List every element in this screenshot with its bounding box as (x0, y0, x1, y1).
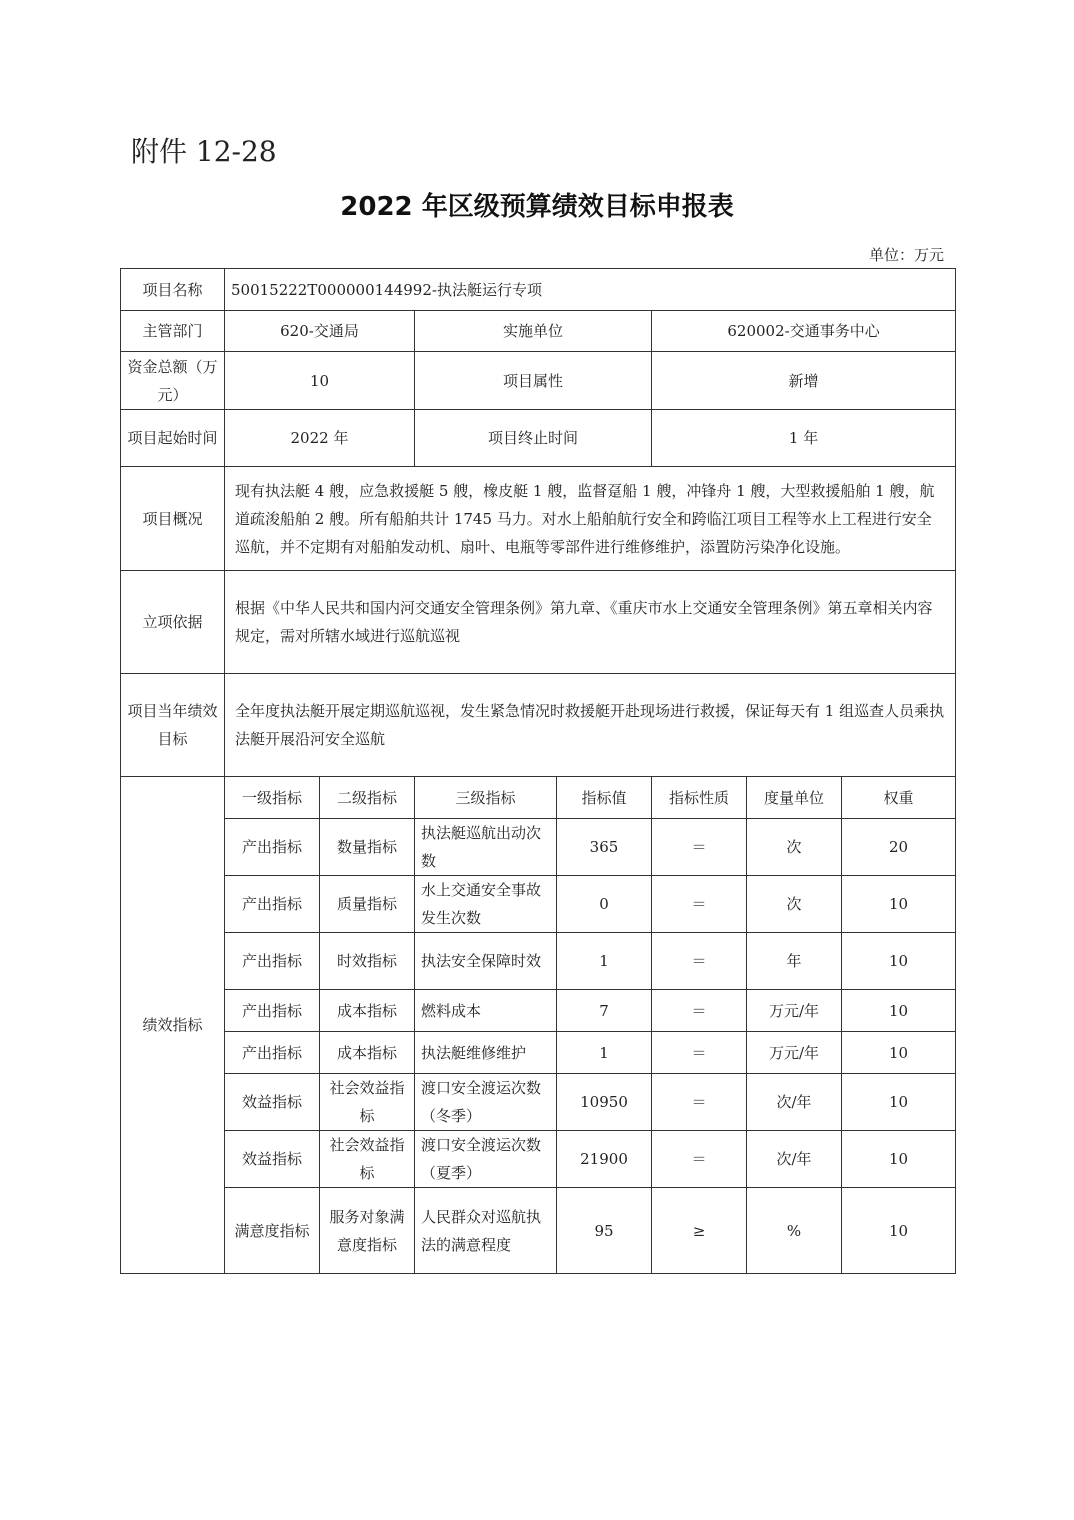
cell-value: 365 (557, 819, 652, 876)
cell-value: 95 (557, 1188, 652, 1274)
cell-nature: ＝ (652, 876, 747, 933)
row-goal (121, 674, 956, 777)
table-row (121, 876, 956, 933)
cell-level1: 产出指标 (225, 990, 320, 1032)
cell-weight: 10 (842, 1032, 956, 1074)
cell-level2: 时效指标 (320, 933, 415, 990)
project-name-value: 50015222T000000144992-执法艇运行专项 (225, 269, 956, 311)
cell-nature: ＝ (652, 1032, 747, 1074)
page-title: 2022 年区级预算绩效目标申报表 (340, 192, 734, 222)
cell-value: 21900 (557, 1131, 652, 1188)
row-fund (121, 352, 956, 410)
cell-value: 0 (557, 876, 652, 933)
row-dept (121, 311, 956, 352)
impl-label: 实施单位 (415, 311, 652, 352)
cell-nature: ＝ (652, 1074, 747, 1131)
cell-level1: 产出指标 (225, 1032, 320, 1074)
cell-level1: 产出指标 (225, 876, 320, 933)
cell-level2: 社会效益指标 (320, 1131, 415, 1188)
row-time (121, 410, 956, 467)
start-label: 项目起始时间 (121, 410, 225, 467)
cell-weight: 10 (842, 1131, 956, 1188)
cell-value: 1 (557, 1032, 652, 1074)
cell-unit: 次/年 (747, 1131, 842, 1188)
cell-level3: 燃料成本 (415, 990, 557, 1032)
cell-nature: ＝ (652, 933, 747, 990)
impl-value: 620002-交通事务中心 (652, 311, 956, 352)
cell-unit: 次 (747, 876, 842, 933)
cell-level3: 渡口安全渡运次数（夏季） (415, 1131, 557, 1188)
cell-unit: 万元/年 (747, 990, 842, 1032)
header-level3: 三级指标 (415, 777, 557, 819)
dept-label: 主管部门 (121, 311, 225, 352)
header-level2: 二级指标 (320, 777, 415, 819)
unit-note: 单位：万元 (868, 246, 944, 264)
cell-weight: 10 (842, 876, 956, 933)
cell-level3: 人民群众对巡航执法的满意程度 (415, 1188, 557, 1274)
table-row (121, 933, 956, 990)
cell-weight: 10 (842, 933, 956, 990)
indicator-header-row (121, 777, 956, 819)
fund-value: 10 (225, 352, 415, 410)
cell-weight: 10 (842, 990, 956, 1032)
cell-level1: 效益指标 (225, 1131, 320, 1188)
cell-unit: % (747, 1188, 842, 1274)
fund-label: 资金总额（万元） (121, 352, 225, 410)
attachment-number: 附件 12-28 (131, 135, 277, 168)
header-level1: 一级指标 (225, 777, 320, 819)
cell-value: 10950 (557, 1074, 652, 1131)
cell-level3: 执法安全保障时效 (415, 933, 557, 990)
cell-unit: 年 (747, 933, 842, 990)
table-row (121, 1131, 956, 1188)
attr-value: 新增 (652, 352, 956, 410)
cell-level3: 水上交通安全事故发生次数 (415, 876, 557, 933)
row-overview (121, 467, 956, 571)
basis-value: 根据《中华人民共和国内河交通安全管理条例》第九章、《重庆市水上交通安全管理条例》第五章相关内容规定，需对所辖水域进行巡航巡视 (225, 571, 956, 674)
cell-value: 7 (557, 990, 652, 1032)
row-basis (121, 571, 956, 674)
cell-level1: 效益指标 (225, 1074, 320, 1131)
table-row (121, 990, 956, 1032)
cell-nature: ≥ (652, 1188, 747, 1274)
attr-label: 项目属性 (415, 352, 652, 410)
cell-unit: 万元/年 (747, 1032, 842, 1074)
overview-label: 项目概况 (121, 467, 225, 571)
cell-level2: 社会效益指标 (320, 1074, 415, 1131)
project-name-label: 项目名称 (121, 269, 225, 311)
cell-weight: 20 (842, 819, 956, 876)
cell-value: 1 (557, 933, 652, 990)
end-label: 项目终止时间 (415, 410, 652, 467)
end-value: 1 年 (652, 410, 956, 467)
cell-unit: 次 (747, 819, 842, 876)
table-row (121, 819, 956, 876)
goal-value: 全年度执法艇开展定期巡航巡视，发生紧急情况时救援艇开赴现场进行救援，保证每天有 1 组巡查人员乘执法艇开展沿河安全巡航 (225, 674, 956, 777)
cell-level1: 满意度指标 (225, 1188, 320, 1274)
cell-level2: 服务对象满意度指标 (320, 1188, 415, 1274)
cell-level1: 产出指标 (225, 933, 320, 990)
cell-level3: 渡口安全渡运次数（冬季） (415, 1074, 557, 1131)
cell-level2: 数量指标 (320, 819, 415, 876)
cell-level2: 质量指标 (320, 876, 415, 933)
table-row (121, 1074, 956, 1131)
cell-level2: 成本指标 (320, 1032, 415, 1074)
indicators-label: 绩效指标 (121, 777, 225, 1274)
cell-weight: 10 (842, 1188, 956, 1274)
goal-label: 项目当年绩效目标 (121, 674, 225, 777)
cell-level3: 执法艇巡航出动次数 (415, 819, 557, 876)
header-weight: 权重 (842, 777, 956, 819)
budget-table (120, 268, 956, 1274)
cell-nature: ＝ (652, 990, 747, 1032)
cell-level2: 成本指标 (320, 990, 415, 1032)
table-row (121, 1188, 956, 1274)
header-value: 指标值 (557, 777, 652, 819)
cell-unit: 次/年 (747, 1074, 842, 1131)
header-unit: 度量单位 (747, 777, 842, 819)
overview-value: 现有执法艇 4 艘，应急救援艇 5 艘，橡皮艇 1 艘，监督趸船 1 艘，冲锋舟 1 艘，大型救援船舶 1 艘，航道疏浚船舶 2 艘。所有船舶共计 1745 马力。对水上船舶航行安全和跨临江项目工程等水上工程进行安全巡航，并不定期有对船舶发动机、扇叶、电瓶等零部件进行维修维护，添置防污染净化设施。 (225, 467, 956, 571)
cell-level3: 执法艇维修维护 (415, 1032, 557, 1074)
row-project-name (121, 269, 956, 311)
cell-weight: 10 (842, 1074, 956, 1131)
cell-nature: ＝ (652, 819, 747, 876)
start-value: 2022 年 (225, 410, 415, 467)
cell-level1: 产出指标 (225, 819, 320, 876)
dept-value: 620-交通局 (225, 311, 415, 352)
header-nature: 指标性质 (652, 777, 747, 819)
basis-label: 立项依据 (121, 571, 225, 674)
table-row (121, 1032, 956, 1074)
cell-nature: ＝ (652, 1131, 747, 1188)
